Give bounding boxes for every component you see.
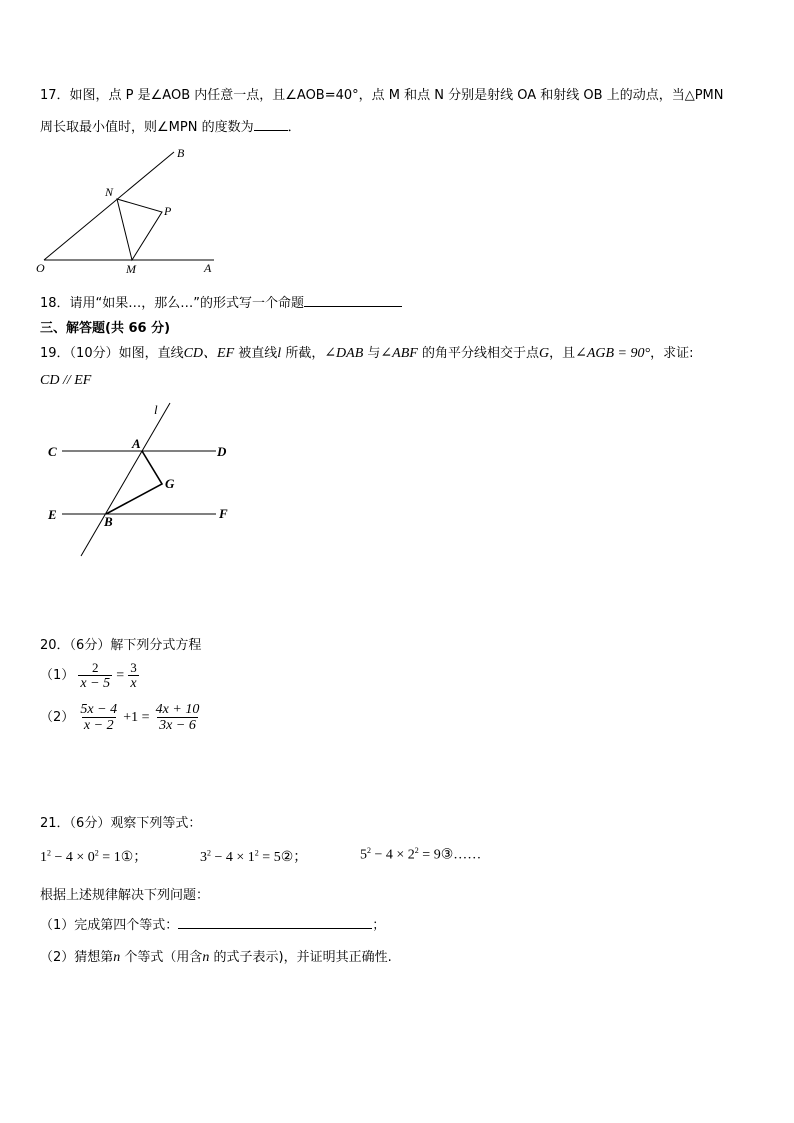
fraction-denominator: x: [130, 676, 137, 691]
eq2-exp2: 2: [254, 848, 259, 858]
label-B: B: [177, 146, 185, 160]
label-A: A: [132, 436, 141, 451]
q17-figure: [34, 142, 224, 278]
label-B: B: [104, 514, 113, 529]
q18-answer-blank: [304, 294, 402, 307]
eq2-exp1: 2: [207, 848, 211, 858]
q20-p1-left-fraction: [78, 660, 112, 691]
q21-p2-b: 个等式（用含: [120, 950, 203, 965]
fraction-numerator: 5x − 4: [80, 702, 118, 717]
q17-line2-text: 周长取最小值时，则∠MPN 的度数为: [40, 120, 254, 135]
q21-p2-c: 的式子表示)，并证明其正确性.: [209, 950, 392, 965]
label-C: C: [48, 444, 57, 459]
q19-mid5: ，且: [549, 346, 576, 361]
q19-lines: CD、EF: [183, 346, 235, 361]
q21-equation-1: [40, 846, 147, 866]
q18-text: 18．请用“如果…，那么…”的形式写一个命题: [40, 296, 305, 311]
eq1-exp1: 2: [47, 848, 51, 858]
q19-prefix: 19．（10分）如图，直线: [40, 346, 184, 361]
q18-line: [40, 292, 402, 311]
q17-line2-end: ．: [287, 120, 301, 135]
q21-p2-a: （2）猜想第: [40, 950, 114, 965]
eq2-mid: − 4 × 1: [211, 850, 255, 865]
q20-part2: [40, 702, 201, 733]
q20-p1-label: （1）: [40, 668, 75, 683]
eq3-exp1: 2: [367, 846, 371, 855]
label-A: A: [204, 261, 212, 275]
q21-title: 21．（6分）观察下列等式：: [40, 816, 202, 831]
q20-p1-equals: =: [116, 668, 125, 683]
q20-p2-label: （2）: [40, 710, 75, 725]
eq2-base: 3: [200, 850, 207, 865]
label-E: E: [48, 507, 57, 522]
q19-mid2: 所截，: [281, 346, 325, 361]
q19-G: G: [538, 346, 550, 361]
q19-angle1: ∠DAB: [324, 346, 364, 361]
q19-mid3: 与: [363, 346, 381, 361]
fraction-numerator: 2: [92, 660, 99, 675]
eq2-end: = 5②；: [258, 850, 308, 865]
q19-l: l: [277, 346, 282, 361]
ray-ob: [44, 152, 174, 260]
eq3-end: = 9③……: [418, 847, 482, 863]
eq1-exp2: 2: [94, 848, 99, 858]
label-F: F: [219, 506, 228, 521]
q19-figure: [40, 398, 240, 562]
fraction-denominator: x − 5: [80, 676, 111, 691]
q21-p1-text: （1）完成第四个等式：: [40, 918, 179, 933]
eq3-mid: − 4 × 2: [371, 847, 415, 863]
eq1-mid: − 4 × 0: [51, 850, 95, 865]
triangle-pmn: [117, 199, 162, 260]
q19-mid6: ，求证:: [650, 346, 694, 361]
eq1-base: 1: [40, 850, 47, 865]
label-O: O: [36, 261, 45, 275]
q17-line1: 17．如图，点 P 是∠AOB 内任意一点，且∠AOB=40°，点 M 和点 N 分别是射线 OA 和射线 OB 上的动点，当△PMN: [40, 88, 724, 103]
label-D: D: [217, 444, 227, 459]
fraction-numerator: 4x + 10: [155, 702, 200, 717]
q20-p2-plus-one: +1 =: [123, 710, 150, 725]
fraction-denominator: x − 2: [83, 718, 114, 733]
label-P: P: [164, 204, 172, 218]
label-N: N: [105, 185, 114, 199]
eq1-end: = 1①；: [98, 850, 148, 865]
q19-conclusion: CD // EF: [40, 373, 92, 388]
label-M: M: [126, 262, 136, 276]
line-l: [81, 403, 170, 556]
q20-part1: [40, 660, 139, 691]
q21-answer-blank: [178, 916, 372, 929]
q17-line2: [40, 116, 301, 135]
q21-part1: [40, 914, 385, 933]
q21-part2: [40, 946, 392, 966]
q19-angle2: ∠ABF: [380, 346, 418, 361]
q20-p1-right-fraction: [128, 660, 139, 691]
fraction-numerator: 3: [130, 660, 137, 675]
bisectors-ag-bg: [106, 451, 162, 514]
q21-equation-2: [200, 846, 307, 866]
q21-intro: 根据上述规律解决下列问题：: [40, 888, 210, 903]
q19-condition: ∠AGB = 90°: [575, 346, 651, 361]
eq3-base: 5: [360, 847, 367, 863]
fraction-denominator: 3x − 6: [159, 718, 196, 733]
section3-title: 三、解答题(共 66 分): [40, 321, 171, 336]
q21-p2-n1: n: [113, 950, 121, 965]
q20-p2-left-fraction: [78, 702, 119, 733]
label-G: G: [165, 476, 175, 491]
q21-p2-n2: n: [202, 950, 210, 965]
q17-answer-blank: [254, 118, 288, 131]
q19-line1: [40, 342, 693, 362]
q21-p1-end: ；: [372, 918, 386, 933]
q20-title: 20．（6分）解下列分式方程: [40, 638, 202, 653]
label-l: l: [154, 402, 158, 417]
q19-mid4: 的角平分线相交于点: [417, 346, 539, 361]
q19-mid1: 被直线: [234, 346, 278, 361]
q20-p2-right-fraction: [154, 702, 202, 733]
q21-equation-3: [360, 846, 481, 864]
eq3-exp2: 2: [414, 846, 419, 855]
